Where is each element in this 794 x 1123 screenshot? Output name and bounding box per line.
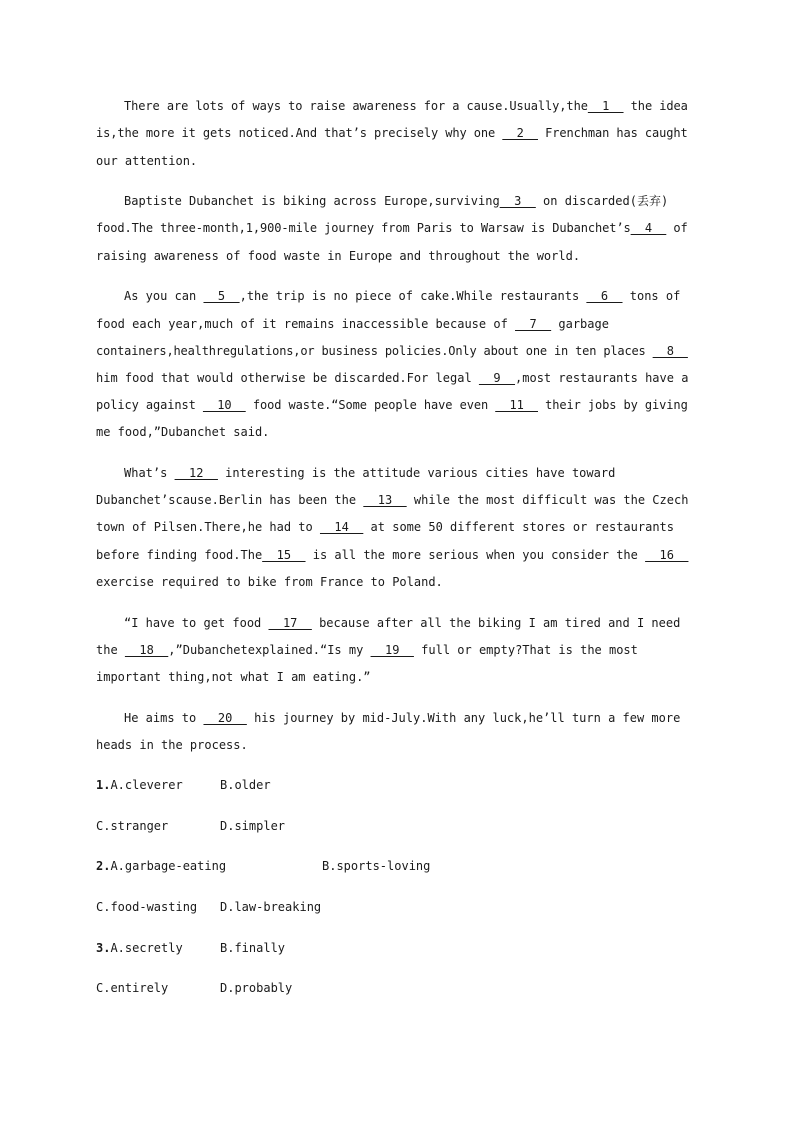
question-number: 2. xyxy=(96,859,111,873)
text-line xyxy=(96,343,688,359)
option-a: A.garbage-eating xyxy=(110,859,227,873)
text-line xyxy=(96,669,371,685)
option-a: A.cleverer xyxy=(110,778,183,792)
answer-blank: 10 xyxy=(202,398,246,412)
text-segment: his journey by mid-July.With any luck,he’ll turn a few more xyxy=(246,711,681,725)
text-line xyxy=(96,370,688,386)
text-segment: their jobs by giving xyxy=(538,398,688,412)
text-segment: ,most restaurants have a xyxy=(515,371,689,385)
text-line xyxy=(96,125,688,141)
text-segment: As you can xyxy=(124,289,204,303)
text-line xyxy=(96,574,443,590)
text-segment: food waste.“Some people have even xyxy=(245,398,496,412)
text-segment: at some 50 different stores or restaurants xyxy=(363,520,674,534)
text-segment: There are lots of ways to raise awareness for a cause.Usually,the xyxy=(124,99,588,113)
text-segment: is,the more it gets noticed.And that’s precisely why one xyxy=(96,126,503,140)
text-line xyxy=(96,424,269,440)
question-number: 1. xyxy=(96,778,111,792)
text-segment: on discarded(丢弃) xyxy=(535,194,669,208)
text-segment: Baptiste Dubanchet is biking across Europe,surviving xyxy=(124,194,500,208)
text-line xyxy=(96,397,688,413)
text-segment: exercise required to bike from France to Poland. xyxy=(96,575,443,589)
text-segment: Dubanchet’scause.Berlin has been the xyxy=(96,493,364,507)
text-line xyxy=(124,465,615,481)
text-segment: of xyxy=(666,221,688,235)
text-segment: me food,”Dubanchet said. xyxy=(96,425,270,439)
option-b: B.older xyxy=(220,778,271,792)
text-segment: heads in the process. xyxy=(96,738,248,752)
answer-blank: 6 xyxy=(586,289,623,303)
answer-blank: 18 xyxy=(124,643,169,657)
option-c: C.food-wasting xyxy=(96,900,198,914)
text-segment: town of Pilsen.There,he had to xyxy=(96,520,320,534)
text-segment: before finding food.The xyxy=(96,548,263,562)
text-segment: because after all the biking I am tired and I need xyxy=(311,616,681,630)
text-segment: interesting is the attitude various cities have toward xyxy=(217,466,616,480)
option-d: D.probably xyxy=(220,981,293,995)
answer-blank: 13 xyxy=(363,493,407,507)
answer-blank: 17 xyxy=(268,616,312,630)
text-line xyxy=(96,316,609,332)
option-c: C.stranger xyxy=(96,819,169,833)
answer-blank: 2 xyxy=(502,126,538,140)
text-segment: food.The three-month,1,900-mile journey from Paris to Warsaw is Dubanchet’s xyxy=(96,221,631,235)
text-segment: raising awareness of food waste in Europe and throughout the world. xyxy=(96,249,581,263)
text-line xyxy=(96,248,580,264)
text-line xyxy=(124,710,680,726)
answer-blank: 14 xyxy=(319,520,364,534)
text-line xyxy=(96,547,688,563)
text-segment: garbage xyxy=(551,317,609,331)
text-segment: policy against xyxy=(96,398,203,412)
text-segment: important thing,not what I am eating.” xyxy=(96,670,371,684)
text-segment: ,the trip is no piece of cake.While restaurants xyxy=(239,289,587,303)
text-segment: him food that would otherwise be discarded.For legal xyxy=(96,371,479,385)
text-segment: while the most difficult was the Czech xyxy=(406,493,689,507)
answer-blank: 20 xyxy=(203,711,247,725)
option-b: B.sports-loving xyxy=(322,859,431,873)
option-d: D.simpler xyxy=(220,819,286,833)
answer-blank: 16 xyxy=(645,548,689,562)
text-segment: food each year,much of it remains inaccessible because of xyxy=(96,317,516,331)
text-segment: tons of xyxy=(622,289,681,303)
text-line xyxy=(96,519,674,535)
text-line xyxy=(124,288,680,304)
question-number: 3. xyxy=(96,941,111,955)
answer-blank: 7 xyxy=(515,317,552,331)
answer-blank: 19 xyxy=(370,643,414,657)
answer-blank: 15 xyxy=(262,548,306,562)
text-line xyxy=(96,153,197,169)
answer-blank: 11 xyxy=(495,398,538,412)
option-b: B.finally xyxy=(220,941,286,955)
text-line xyxy=(124,98,688,114)
answer-blank: 12 xyxy=(174,466,218,480)
text-line xyxy=(124,615,680,631)
text-line xyxy=(96,737,248,753)
text-segment: the xyxy=(96,643,125,657)
text-segment: the idea xyxy=(623,99,688,113)
text-segment: Frenchman has caught xyxy=(537,126,688,140)
text-line xyxy=(96,492,688,508)
text-line xyxy=(96,220,688,236)
text-segment: containers,healthregulations,or business policies.Only about one in ten places xyxy=(96,344,653,358)
answer-blank: 3 xyxy=(499,194,536,208)
text-line xyxy=(96,642,638,658)
answer-blank: 4 xyxy=(630,221,667,235)
text-line xyxy=(124,193,668,209)
answer-blank: 9 xyxy=(478,371,516,385)
text-segment: our attention. xyxy=(96,154,198,168)
text-segment: full or empty?That is the most xyxy=(413,643,638,657)
option-d: D.law-breaking xyxy=(220,900,322,914)
text-segment: He aims to xyxy=(124,711,204,725)
option-c: C.entirely xyxy=(96,981,169,995)
option-a: A.secretly xyxy=(110,941,183,955)
text-segment: “I have to get food xyxy=(124,616,269,630)
answer-blank: 1 xyxy=(587,99,624,113)
text-segment: ,”Dubanchetexplained.“Is my xyxy=(168,643,371,657)
answer-blank: 5 xyxy=(203,289,240,303)
answer-blank: 8 xyxy=(652,344,688,358)
text-segment: is all the more serious when you consider the xyxy=(305,548,646,562)
text-segment: What’s xyxy=(124,466,175,480)
